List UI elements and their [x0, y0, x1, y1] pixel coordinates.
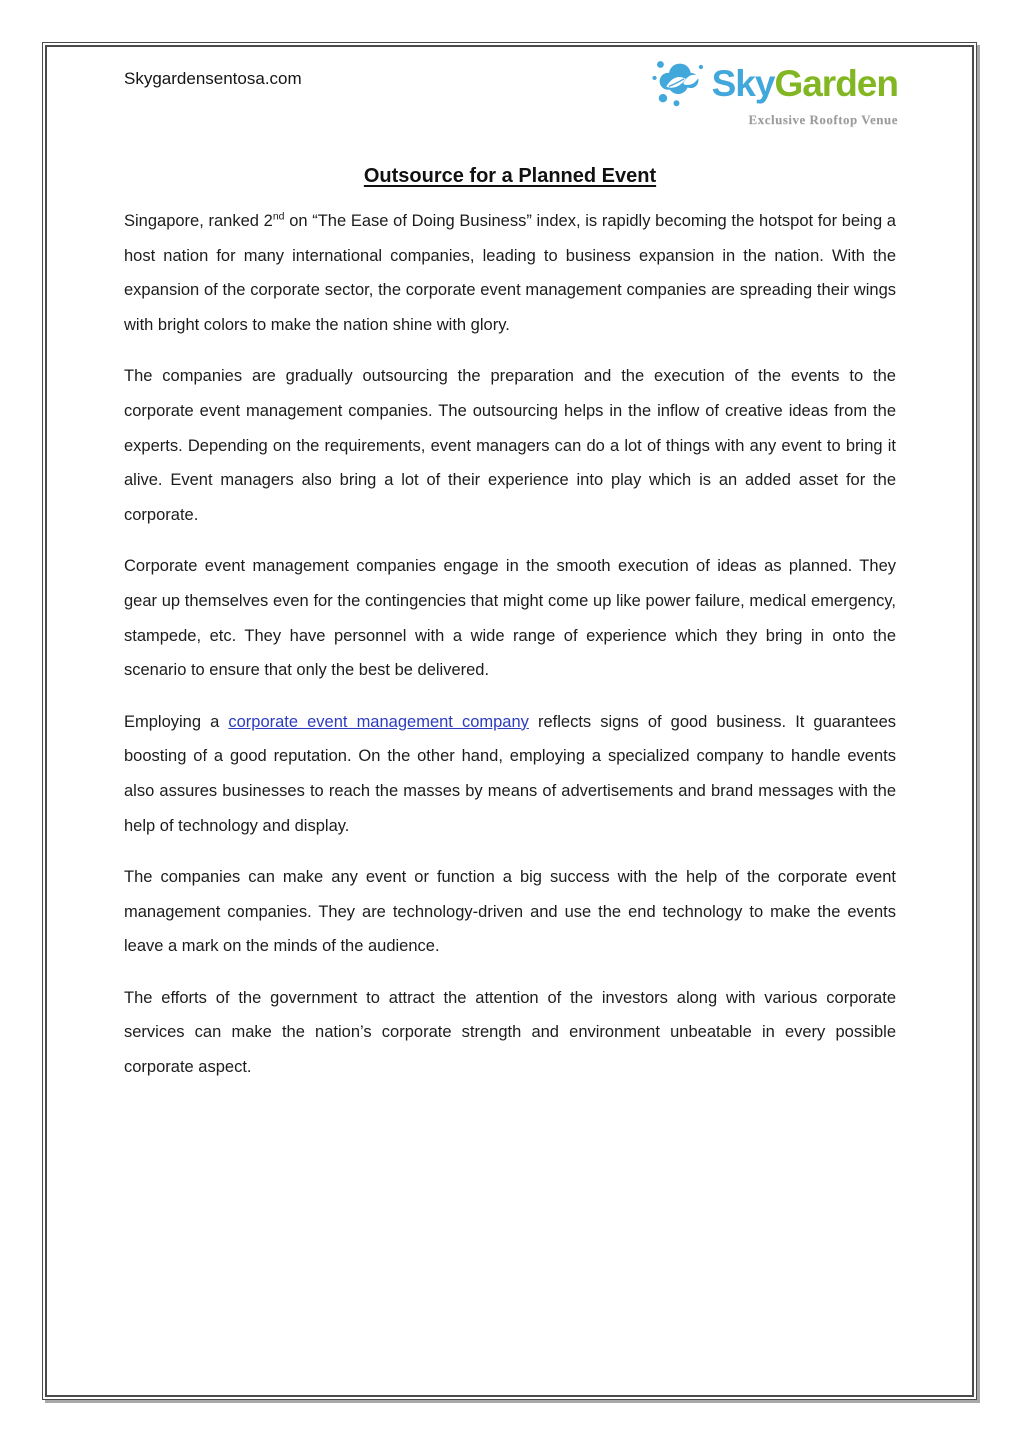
page-header: [47, 47, 972, 139]
paragraph: [124, 359, 896, 532]
text-run: The companies can make any event or function a big success with the help of the corporate event management companies. They are technology-driven and use the end technology to make the events leave a mark on the minds of the audience.: [124, 868, 896, 956]
ordinal-superscript: nd: [272, 210, 285, 223]
text-run: The efforts of the government to attract the attention of the investors along with various corporate services can make the nation’s corporate strength and environment unbeatable in every possible corporate aspect.: [124, 988, 896, 1077]
text-run: reflects signs of good business. It guarantees boosting of a good reputation. On the other hand, employing a specialized company to handle events also assures businesses to reach the masses by means of advertisements and brand messages with the help of technology and display.: [124, 712, 896, 835]
logo-sky-text: Sky: [711, 62, 775, 104]
paragraph: [124, 549, 896, 687]
page-border-frame: [42, 42, 977, 1400]
paragraph: [124, 981, 896, 1085]
text-run: Employing a: [124, 712, 229, 731]
paragraph: [124, 204, 896, 342]
page-border-frame-inner: [45, 45, 974, 1397]
text-run: The companies are gradually outsourcing the preparation and the execution of the events to the corporate event management companies. The outsourcing helps in the inflow of creative ideas from the experts. Depending on the requirements, event managers can do a lot of things with any event to bring it alive. Event managers also bring a lot of their experience into play which is an added asset for the corporate.: [124, 367, 896, 524]
logo-garden-text: Garden: [774, 62, 898, 104]
logo-wordmark: [711, 62, 898, 104]
site-name: Skygardensentosa.com: [124, 69, 302, 88]
logo-tagline: Exclusive Rooftop Venue: [748, 112, 898, 127]
paragraphs: [124, 204, 896, 1085]
paragraph: [124, 705, 896, 843]
document-body: [47, 165, 972, 1085]
paragraph: [124, 860, 896, 964]
text-run: Singapore, ranked 2: [124, 212, 273, 230]
text-run: Corporate event management companies engage in the smooth execution of ideas as planned. They gear up themselves even for the contingencies that might come up like power failure, medical emergency, stampede, etc. They have personnel with a wide range of experience which they bring in onto the scenario to ensure that only the best be delivered.: [124, 557, 896, 680]
cloud-leaf-icon: [652, 57, 706, 109]
link-corporate-event-management-company[interactable]: corporate event management company: [228, 712, 529, 731]
page-title: Outsource for a Planned Event: [363, 165, 657, 187]
skygarden-logo: [652, 57, 898, 128]
text-run: on “The Ease of Doing Business” index, is rapidly becoming the hotspot for being a host nation for many international companies, leading to business expansion in the nation. With the expansion of the corporate sector, the corporate event management companies are spreading their wings with bright colors to make the nation shine with glory.: [124, 212, 896, 334]
